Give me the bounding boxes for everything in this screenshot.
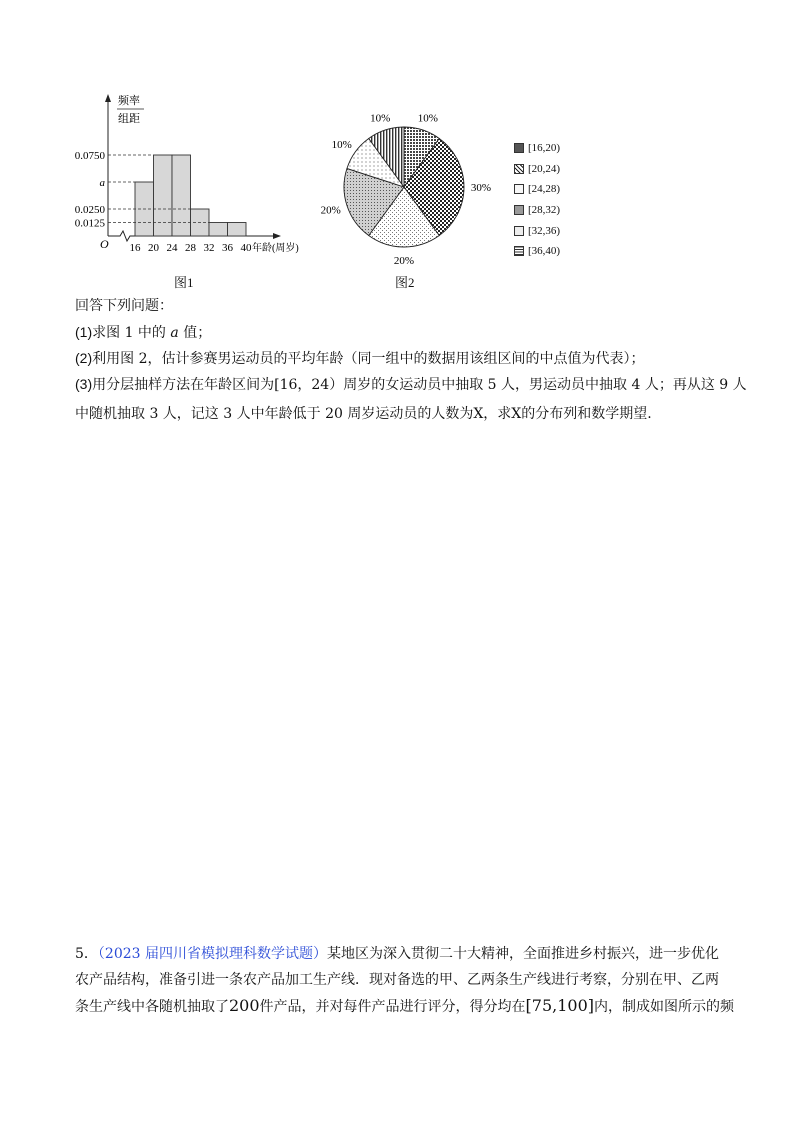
histogram-plot xyxy=(75,93,299,254)
problem5-score-interval: [75,100] xyxy=(525,996,595,1015)
q2-number: (2) xyxy=(75,350,93,366)
pie-value-label: 30% xyxy=(470,182,492,194)
x-tick-label: 24 xyxy=(166,242,178,254)
legend-label: [36,40) xyxy=(528,245,561,258)
y-axis-label-top: 频率 xyxy=(118,95,140,107)
legend-item xyxy=(514,200,560,221)
question-1 xyxy=(75,322,211,343)
pie-value-label: 10% xyxy=(417,112,438,125)
q3-text-line-1: 用分层抽样方法在年龄区间为[16，24）周岁的女运动员中抽取 5 人，男运动员中抽取 4 人；再从这 9 人 xyxy=(92,377,747,393)
x-tick-label: 40 xyxy=(240,242,252,254)
legend-swatch xyxy=(514,246,524,256)
x-tick-label: 32 xyxy=(203,242,215,254)
y-tick-label: a xyxy=(99,177,105,189)
legend-item xyxy=(514,138,560,159)
question-3-line-2: 中随机抽取 3 人，记这 3 人中年龄低于 20 周岁运动员的人数为X，求X的分布列和数学期望. xyxy=(75,406,652,422)
pie-value-label: 10% xyxy=(370,112,391,125)
pie-value-label: 20% xyxy=(393,255,415,267)
y-tick-label: 0.0250 xyxy=(74,204,105,216)
legend-label: [32,36) xyxy=(528,224,561,237)
pie-plot xyxy=(321,113,491,267)
y-axis-arrow xyxy=(105,94,111,102)
problem5-line3-b: 件产品，并对每件产品进行评分，得分均在 xyxy=(259,999,526,1015)
pie-legend xyxy=(514,138,560,262)
legend-label: [16,20) xyxy=(528,142,561,155)
q3-number: (3) xyxy=(75,376,93,392)
legend-swatch xyxy=(514,184,524,194)
problem5-line3-a: 条生产线中各随机抽取了 xyxy=(75,999,229,1015)
figure1-caption: 图1 xyxy=(174,275,194,290)
problem5-line-3 xyxy=(75,996,734,1017)
legend-label: [24,28) xyxy=(528,183,561,196)
q1-text-b: 值； xyxy=(183,325,212,341)
x-axis-label: 年龄(周岁) xyxy=(252,243,299,254)
x-tick-label: 36 xyxy=(222,242,233,254)
legend-swatch xyxy=(514,205,524,215)
question-2 xyxy=(75,348,644,369)
y-tick-label: 0.0750 xyxy=(74,150,105,162)
intro-line: 回答下列问题： xyxy=(75,298,173,314)
histogram-figure xyxy=(60,88,320,268)
legend-item xyxy=(514,179,560,200)
histogram-bar xyxy=(209,223,228,237)
histogram-bar xyxy=(172,155,191,236)
problem5-line3-c: 内，制成如图所示的频 xyxy=(594,999,735,1015)
figure2-caption: 图2 xyxy=(395,275,415,290)
problem5-line-1 xyxy=(75,944,719,964)
problem5-line1-rest: 某地区为深入贯彻二十大精神，全面推进乡村振兴，进一步优化 xyxy=(327,946,720,962)
problem5-line-2: 农产品结构，准备引进一条农产品加工生产线．现对备选的甲、乙两条生产线进行考察，分别在甲、乙两 xyxy=(75,972,719,988)
legend-swatch xyxy=(514,143,524,153)
x-tick-label: 16 xyxy=(129,242,141,254)
legend-item xyxy=(514,220,560,241)
pie-value-label: 20% xyxy=(320,204,341,217)
problem5-source-link[interactable]: （2023 届四川省模拟理科数学试题） xyxy=(97,946,328,962)
legend-swatch xyxy=(514,226,524,236)
histogram-bar xyxy=(228,223,247,237)
q2-text: 利用图 2，估计参赛男运动员的平均年龄（同一组中的数据用该组区间的中点值为代表）； xyxy=(92,351,645,367)
q1-text-a: 求图 1 中的 xyxy=(92,325,166,341)
legend-label: [28,32) xyxy=(528,204,561,217)
question-3-line-1 xyxy=(75,374,747,395)
legend-item xyxy=(514,159,560,180)
x-tick-label: 28 xyxy=(185,242,196,254)
problem5-number: 5． xyxy=(75,946,98,962)
q1-number: (1) xyxy=(75,324,93,340)
x-tick-label: 20 xyxy=(148,242,159,254)
y-tick-label: 0.0125 xyxy=(74,217,105,230)
problem5-sample-size: 200 xyxy=(229,996,260,1015)
q1-variable: a xyxy=(170,325,179,341)
pie-value-label: 10% xyxy=(331,139,352,152)
origin-label: O xyxy=(100,237,109,251)
y-axis-label-bottom: 组距 xyxy=(118,113,140,125)
legend-item xyxy=(514,241,560,262)
legend-swatch xyxy=(514,164,524,174)
pie-figure xyxy=(308,100,508,270)
legend-label: [20,24) xyxy=(528,162,561,175)
x-axis-arrow xyxy=(273,233,281,239)
histogram-bar xyxy=(154,155,173,236)
